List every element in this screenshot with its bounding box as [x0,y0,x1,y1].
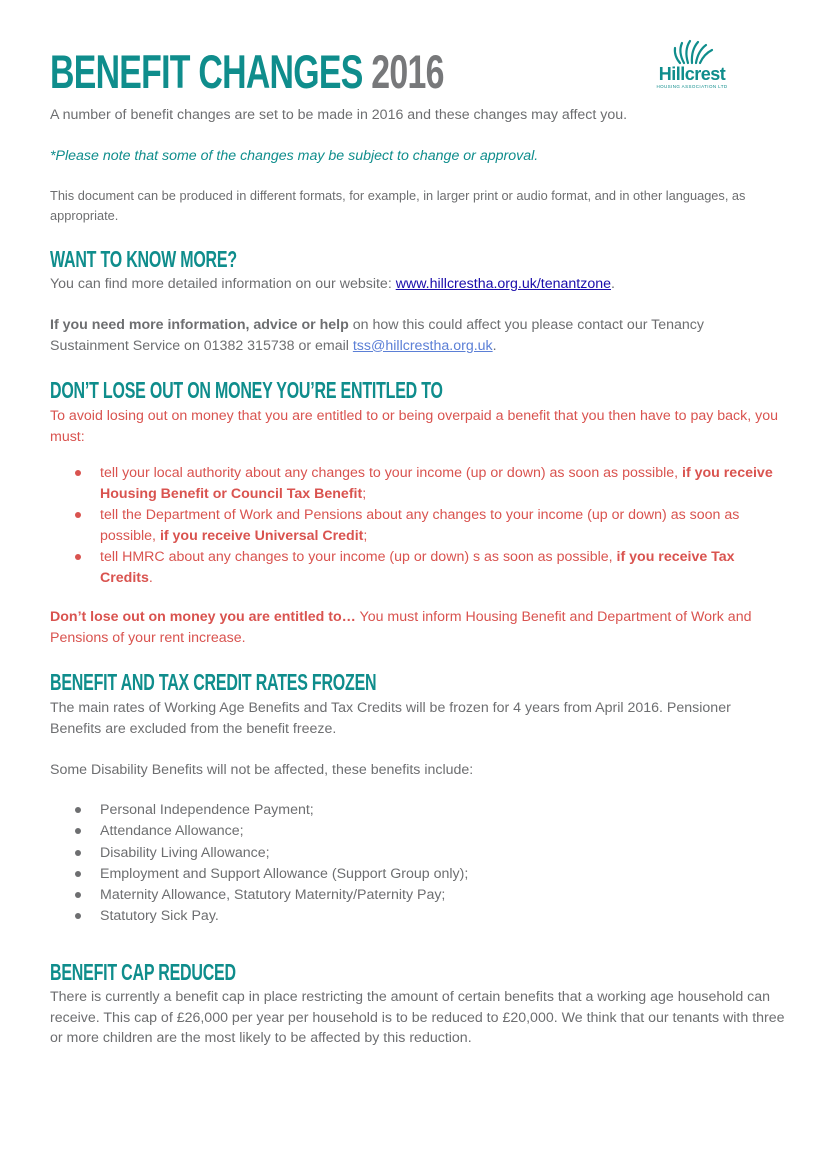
heading-frozen: BENEFIT AND TAX CREDIT RATES FROZEN [50,669,377,695]
website-end: . [611,276,615,292]
logo-name: Hillcrest [658,64,726,84]
disability-intro: Some Disability Benefits will not be affected, these benefits include: [50,762,474,778]
list-item [50,821,785,842]
bullet-icon [75,828,81,834]
item-text: Employment and Support Allowance (Support Group only); [100,865,469,882]
dont-lose-footer [50,607,785,648]
heading-dont-lose: DON’T LOSE OUT ON MONEY YOU’RE ENTITLED TO [50,377,443,403]
title-text: BENEFIT CHANGES [50,45,363,98]
bullet-text: tell the Department of Work and Pensions about any changes to your income (up or down) as soon as possible, [100,507,740,544]
page-title [50,44,444,100]
hillcrest-logo [644,38,740,94]
bullet-bold: if you receive Housing Benefit or Council Tax Benefit [100,465,773,502]
item-text: Maternity Allowance, Statutory Maternity/Paternity Pay; [100,887,446,904]
bullet-icon [75,470,81,476]
heading-cap: BENEFIT CAP REDUCED [50,959,236,985]
contact-end: . [492,337,497,354]
bullet-icon [75,871,81,877]
list-item [50,547,785,588]
cap-text: There is currently a benefit cap in place restricting the amount of certain benefits that a working age household can receive. This cap of £26,000 per year per household is to be reduced to £20,000. We think that our tenants with three or more children are the most likely to be affected by this reduction. [50,989,785,1046]
website-link[interactable]: www.hillcrestha.org.uk/tenantzone [395,276,611,292]
bullet-end: . [148,569,153,586]
footer-bold: Don’t lose out on money you are entitled to… [50,609,356,625]
item-text: Attendance Allowance; [100,823,244,840]
formats-note: This document can be produced in different formats, for example, in larger print or audio format, and in other languages, as appropriate. [50,188,746,223]
notify-list [50,463,785,589]
bullet-end: ; [362,485,367,502]
bullet-icon [75,892,81,898]
item-text: Disability Living Allowance; [100,844,270,861]
disability-list [50,800,785,928]
logo-tagline: HOUSING ASSOCIATION LTD [656,84,728,89]
website-text: You can find more detailed information on our website: [50,276,396,292]
bullet-bold: if you receive Universal Credit [159,527,364,544]
email-link[interactable]: tss@hillcrestha.org.uk [352,337,493,354]
item-text: Personal Independence Payment; [100,802,314,818]
dont-lose-intro: To avoid losing out on money that you are entitled to or being overpaid a benefit that you then have to pay back, you must: [50,408,778,445]
list-item [50,800,785,821]
intro-text: A number of benefit changes are set to be made in 2016 and these changes may affect you. [50,107,628,123]
bullet-text: tell your local authority about any changes to your income (up or down) as soon as possible, [100,465,683,481]
heading-want-more: WANT TO KNOW MORE? [50,246,237,272]
title-year: 2016 [371,45,444,98]
footer-text: You must inform Housing Benefit and Department of Work and Pensions of your rent increase. [50,609,752,646]
bullet-icon [75,512,81,518]
list-item [50,906,785,927]
contact-bold: If you need more information, advice or help [50,317,349,333]
bullet-icon [75,807,81,813]
bullet-end: ; [363,527,368,544]
bullet-icon [75,554,81,560]
list-item [50,843,785,864]
list-item [50,885,785,906]
frozen-text: The main rates of Working Age Benefits and Tax Credits will be frozen for 4 years from April 2016. Pensioner Benefits are excluded from the benefit freeze. [50,700,731,737]
list-item [50,505,785,546]
bullet-text: tell HMRC about any changes to your income (up or down) s as soon as possible, [100,549,617,565]
list-item [50,864,785,885]
contact-text: on how this could affect you please contact our Tenancy Sustainment Service on 01382 315738 or email [50,317,704,354]
item-text: Statutory Sick Pay. [100,908,219,925]
list-item [50,463,785,504]
bullet-bold: if you receive Tax Credits [100,549,735,586]
contact-paragraph [50,315,785,356]
bullet-icon [75,850,81,856]
website-paragraph [50,274,785,295]
bullet-icon [75,913,81,919]
approval-note: *Please note that some of the changes may be subject to change or approval. [50,148,539,164]
